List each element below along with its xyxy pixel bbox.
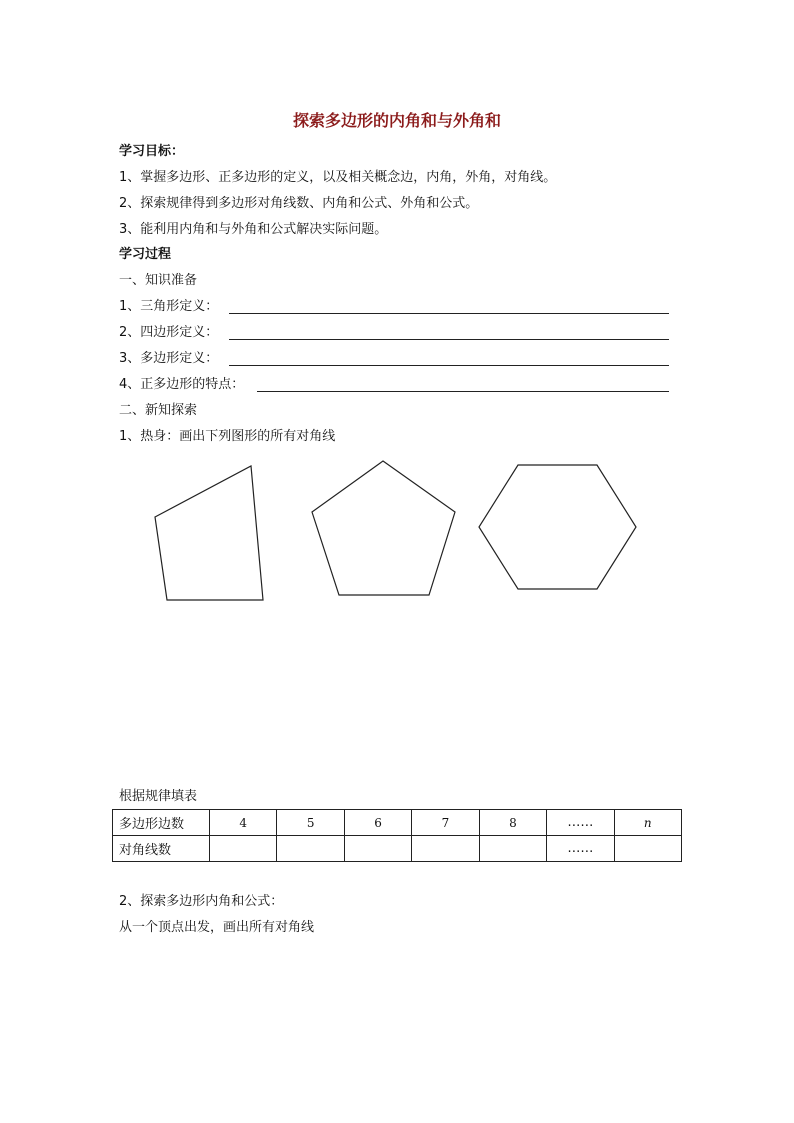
goal-item-1: 1、掌握多边形、正多边形的定义，以及相关概念边，内角，外角，对角线。: [119, 170, 557, 185]
sides-cell: ……: [547, 810, 614, 836]
sides-cell: 8: [479, 810, 546, 836]
goal-item-2: 2、探索规律得到多边形对角线数、内角和公式、外角和公式。: [119, 196, 479, 211]
warmup-instruction: 1、热身：画出下列图形的所有对角线: [119, 429, 336, 444]
table-caption: 根据规律填表: [119, 789, 198, 804]
table-row: [113, 836, 682, 862]
sides-cell: 7: [412, 810, 479, 836]
diagonal-cell: ……: [547, 836, 614, 862]
quadrilateral-figure[interactable]: [155, 466, 263, 600]
diagonal-cell[interactable]: [479, 836, 546, 862]
goal-item-3: 3、能利用内角和与外角和公式解决实际问题。: [119, 222, 388, 237]
sides-cell: 5: [277, 810, 344, 836]
page-title: 探索多边形的内角和与外角和: [292, 111, 501, 130]
prep-item-regular-polygon: 4、正多边形的特点：: [119, 377, 245, 392]
row-label-diagonals: 对角线数: [113, 836, 210, 862]
sides-cell: n: [614, 810, 681, 836]
goals-heading: 学习目标：: [119, 144, 185, 159]
row-label-sides: 多边形边数: [113, 810, 210, 836]
prep-item-triangle: 1、三角形定义：: [119, 299, 219, 314]
diagonal-count-table: [112, 809, 682, 862]
diagonal-cell[interactable]: [277, 836, 344, 862]
diagonal-cell[interactable]: [614, 836, 681, 862]
diagonal-cell[interactable]: [210, 836, 277, 862]
prep-item-quadrilateral: 2、四边形定义：: [119, 325, 219, 340]
sides-cell: 4: [210, 810, 277, 836]
hexagon-figure[interactable]: [479, 465, 636, 589]
pentagon-figure[interactable]: [312, 461, 455, 595]
part2-heading: 二、新知探索: [119, 403, 198, 418]
sides-cell: 6: [344, 810, 411, 836]
section2-instruction: 从一个顶点出发，画出所有对角线: [119, 920, 315, 935]
part1-heading: 一、知识准备: [119, 273, 198, 288]
diagonal-cell[interactable]: [412, 836, 479, 862]
prep-item-polygon: 3、多边形定义：: [119, 351, 219, 366]
table-row: [113, 810, 682, 836]
section2-heading: 2、探索多边形内角和公式：: [119, 894, 284, 909]
diagonal-cell[interactable]: [344, 836, 411, 862]
process-heading: 学习过程: [119, 247, 172, 262]
